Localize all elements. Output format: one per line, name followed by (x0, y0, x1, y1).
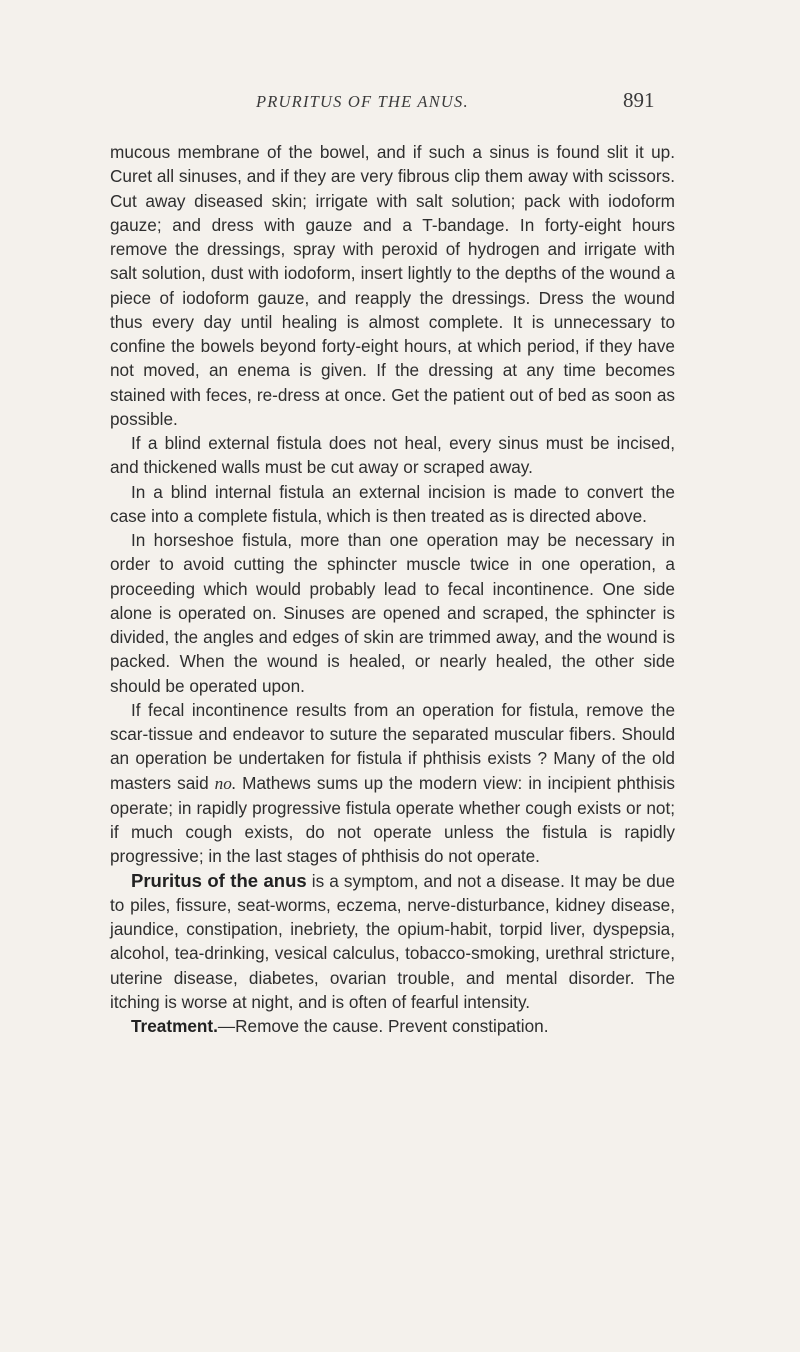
running-head (0, 88, 800, 122)
paragraph-wound-care: mucous membrane of the bowel, and if such a sinus is found slit it up. Curet all sinuses, and if they are very fibrous clip them away with scissors. Cut away diseased skin; irrigate with salt solution; pack with iodoform gauze; and dress with gauze and a T-bandage. In forty-eight hours remove the dressings, spray with peroxid of hydrogen and irrigate with salt solution, dust with iodoform, insert lightly to the depths of the wound a piece of iodoform gauze, and reapply the dressings. Dress the wound thus every day until healing is almost complete. It is unnecessary to confine the bowels beyond forty-eight hours, at which period, if they have not moved, an enema is given. If the dressing at any time becomes stained with feces, re-dress at once. Get the patient out of bed as soon as possible. (110, 142, 675, 429)
section-heading-treatment: Treatment. (131, 1016, 218, 1036)
paragraph-pruritus-text: is a symptom, and not a disease. It may be due to piles, fissure, seat-worms, eczema, nerve-disturbance, kidney disease, jaundice, constipation, inebriety, the opium-habit, torpid liver, dyspepsia, alcohol, tea-drinking, vesical calculus, tobacco-smoking, urethral stricture, uterine disease, diabetes, ovarian trouble, and mental disorder. The itching is worse at night, and is often of fearful intensity. (110, 870, 675, 1012)
paragraph-pruritus (110, 869, 675, 1015)
paragraph-fecal-incontinence-text-a: If fecal incontinence results from an operation for fistula, remove the scar-tissue and endeavor to suture the separated muscular fibers. Should an operation be undertaken for fistula if phthisis exists ? Many of the old masters said (110, 699, 675, 793)
section-heading-pruritus: Pruritus of the anus (131, 869, 307, 891)
paragraph-horseshoe-fistula: In horseshoe fistula, more than one operation may be necessary in order to avoid cutting the sphincter muscle twice in one operation, a proceeding which would probably lead to fecal incontinence. One side alone is operated on. Sinuses are opened and scraped, the sphincter is divided, the angles and edges of skin are trimmed away, and the wound is packed. When the wound is healed, or nearly healed, the other side should be operated upon. (110, 530, 675, 696)
italic-no: no. (214, 773, 237, 793)
running-title: PRURITUS OF THE ANUS. (256, 92, 469, 111)
paragraph-blind-internal-fistula: In a blind internal fistula an external incision is made to convert the case into a complete fistula, which is then treated as is directed above. (110, 481, 675, 526)
body-text (110, 140, 675, 1038)
paragraph-blind-external-fistula: If a blind external fistula does not heal, every sinus must be incised, and thickened walls must be cut away or scraped away. (110, 433, 675, 478)
paragraph-treatment-text: —Remove the cause. Prevent constipation. (217, 1016, 549, 1036)
page-number: 891 (623, 88, 655, 112)
paragraph-fecal-incontinence-text-b: Mathews sums up the modern view: in incipient phthisis operate; in rapidly progressive fistula operate whether cough exists or not; if much cough exists, do not operate unless the fistula is rapidly progressive; in the last stages of phthisis do not operate. (110, 772, 676, 867)
paragraph-treatment (110, 1014, 675, 1038)
paragraph-fecal-incontinence (110, 698, 675, 869)
